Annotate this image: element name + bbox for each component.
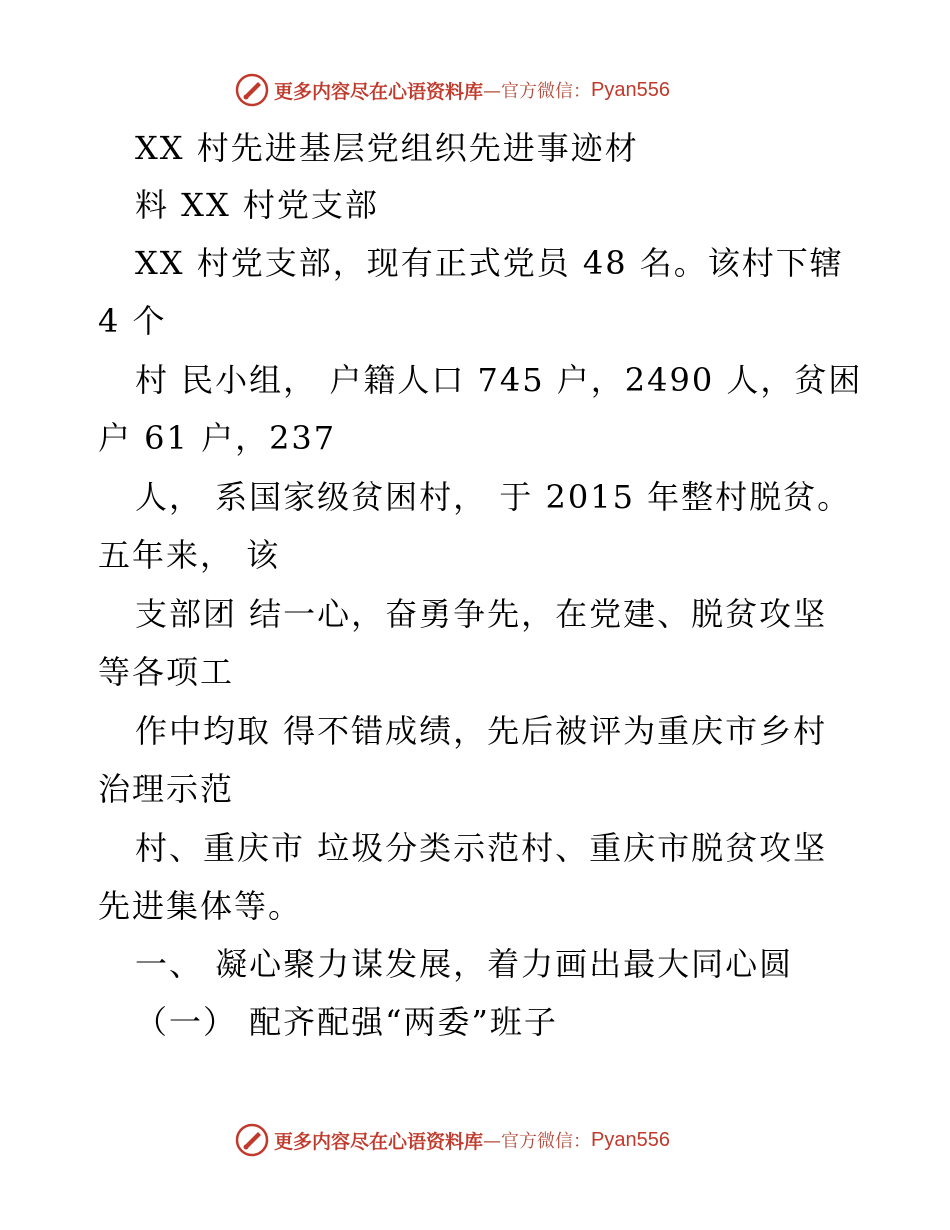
text-line: 4 个	[98, 302, 167, 340]
quill-emblem-icon	[234, 72, 270, 108]
text-line: 等各项工	[98, 653, 235, 691]
text-line: 五年来， 该	[98, 536, 281, 574]
watermark-brand: 更多内容尽在心语资料库	[274, 1130, 484, 1153]
section-heading: 一、 凝心聚力谋发展，着力画出最大同心圆	[135, 945, 794, 983]
text-line: 先进集体等。	[98, 887, 303, 925]
text-line: 治理示范	[98, 770, 235, 808]
text-line: XX 村党支部，现有正式党员 48 名。该村下辖	[135, 244, 844, 282]
text-line: XX 村先进基层党组织先进事迹材	[135, 129, 639, 167]
header-watermark	[234, 72, 670, 108]
quill-emblem-icon	[234, 1122, 270, 1158]
text-line: 支部团 结一心，奋勇争先，在党建、脱贫攻坚	[135, 595, 828, 633]
text-line: 村 民小组， 户籍人口 745 户，2490 人，贫困	[135, 361, 863, 399]
text-line: 人， 系国家级贫困村， 于 2015 年整村脱贫。	[135, 478, 852, 516]
watermark-account: Pyan556	[591, 78, 670, 101]
watermark-brand: 更多内容尽在心语资料库	[274, 80, 484, 103]
watermark-suffix: —官方微信：	[483, 1131, 592, 1152]
watermark-account: Pyan556	[591, 1128, 670, 1151]
text-line: 户 61 户，237	[98, 419, 337, 457]
footer-watermark	[234, 1122, 670, 1158]
text-line: 作中均取 得不错成绩，先后被评为重庆市乡村	[135, 712, 828, 750]
text-line: 村、重庆市 垃圾分类示范村、重庆市脱贫攻坚	[135, 829, 828, 867]
watermark-suffix: —官方微信：	[483, 81, 592, 102]
subsection-heading: （一） 配齐配强“两委”班子	[135, 1003, 558, 1041]
text-line: 料 XX 村党支部	[135, 186, 379, 224]
